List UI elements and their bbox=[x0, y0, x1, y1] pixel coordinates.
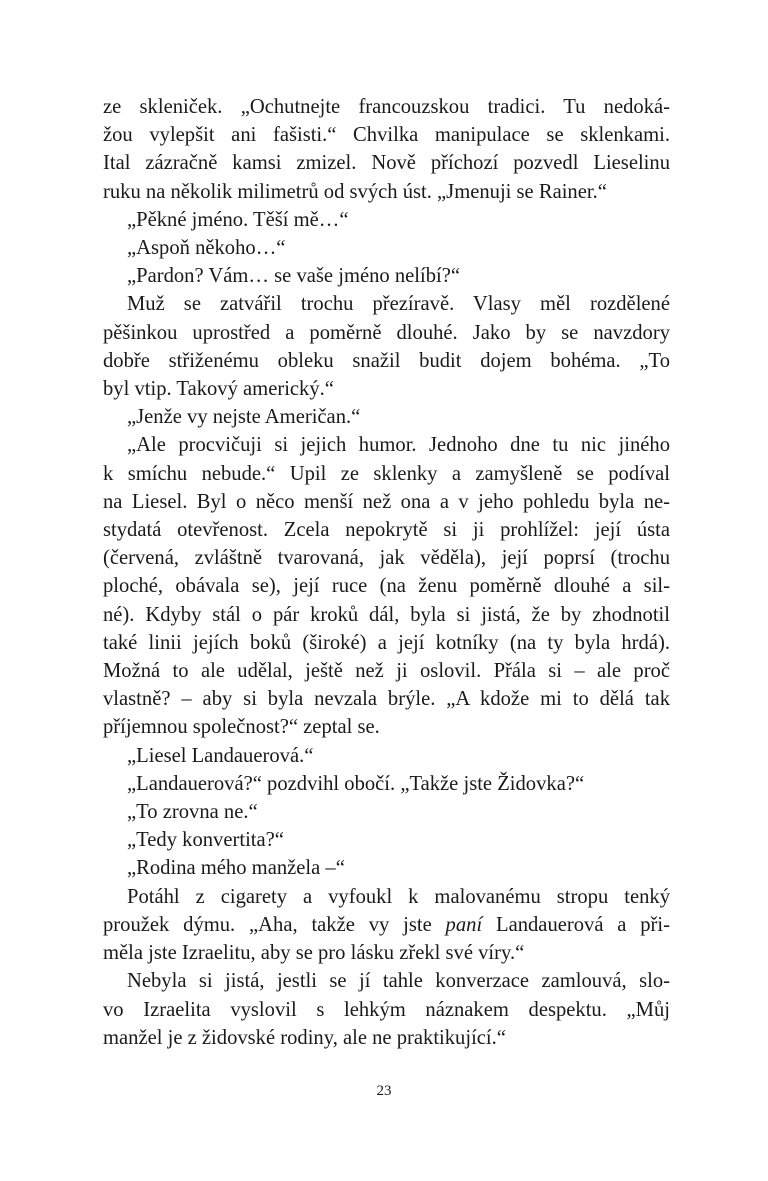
text-line: vlastně? – aby si byla nevzala brýle. „A kdože mi to dělá tak bbox=[103, 688, 670, 711]
text-line: příjemnou společnost?“ zeptal se. bbox=[103, 716, 380, 739]
text-line: stydatá otevřenost. Zcela nepokrytě si ji prohlížel: její ústa bbox=[103, 519, 670, 542]
text-line: na Liesel. Byl o něco menší než ona a v jeho pohledu byla ne- bbox=[103, 490, 670, 513]
text-segment: Landauerová a při- bbox=[482, 913, 670, 936]
text-line: Nebyla si jistá, jestli se jí tahle konverzace zamlouvá, slo- bbox=[127, 970, 670, 993]
dialogue-line: „Liesel Landauerová.“ bbox=[127, 744, 314, 767]
emphasis-text: paní bbox=[445, 913, 483, 936]
dialogue-line: „Pardon? Vám… se vaše jméno nelíbí?“ bbox=[127, 265, 461, 288]
book-page-text bbox=[103, 93, 670, 1052]
text-line: byl vtip. Takový americký.“ bbox=[103, 378, 334, 401]
text-line bbox=[103, 911, 670, 939]
text-line: (červená, zvláštně tvarovaná, jak věděla), její poprsí (trochu bbox=[103, 547, 670, 570]
dialogue-line: „Pěkné jméno. Těší mě…“ bbox=[127, 208, 349, 231]
text-line: k smíchu nebude.“ Upil ze sklenky a zamyšleně se podíval bbox=[103, 462, 670, 485]
text-line: Muž se zatvářil trochu přezíravě. Vlasy měl rozdělené bbox=[127, 293, 670, 316]
text-line: ze skleniček. „Ochutnejte francouzskou tradici. Tu nedoká- bbox=[103, 96, 670, 118]
text-line: „Ale procvičuji si jejich humor. Jednoho dne tu nic jiného bbox=[127, 434, 670, 457]
dialogue-line: „To zrovna ne.“ bbox=[127, 801, 258, 824]
text-line: také linii jejích boků (široké) a její kotníky (na ty byla hrdá). bbox=[103, 631, 670, 654]
text-line: měla jste Izraelitu, aby se pro lásku zřekl své víry.“ bbox=[103, 942, 525, 965]
text-line: ploché, obávala se), její ruce (na ženu poměrně dlouhé a sil- bbox=[103, 575, 670, 598]
text-line: Možná to ale udělal, ještě než ji oslovil. Přála si – ale proč bbox=[103, 660, 670, 683]
dialogue-line: „Landauerová?“ pozdvihl obočí. „Takže jste Židovka?“ bbox=[127, 772, 585, 795]
text-line: manžel je z židovské rodiny, ale ne praktikující.“ bbox=[103, 1026, 506, 1049]
text-line: né). Kdyby stál o pár kroků dál, byla si jistá, že by zhodnotil bbox=[103, 603, 670, 626]
text-line: vo Izraelita vyslovil s lehkým náznakem despektu. „Můj bbox=[103, 998, 670, 1021]
text-line: žou vylepšit ani fašisti.“ Chvilka manipulace se sklenkami. bbox=[103, 124, 670, 147]
dialogue-line: „Rodina mého manžela –“ bbox=[127, 857, 345, 880]
text-line: dobře střiženému obleku snažil budit dojem bohéma. „To bbox=[103, 349, 670, 372]
dialogue-line: „Aspoň někoho…“ bbox=[127, 237, 286, 260]
text-line: Potáhl z cigarety a vyfoukl k malovanému stropu tenký bbox=[127, 885, 670, 908]
dialogue-line: „Jenže vy nejste Američan.“ bbox=[127, 406, 361, 429]
text-line: pěšinkou uprostřed a poměrně dlouhé. Jako by se navzdory bbox=[103, 321, 670, 344]
text-line: Ital zázračně kamsi zmizel. Nově příchozí pozvedl Lieselinu bbox=[103, 152, 670, 175]
text-line: ruku na několik milimetrů od svých úst. „Jmenuji se Rainer.“ bbox=[103, 180, 607, 203]
text-segment: proužek dýmu. „Aha, takže vy jste bbox=[103, 913, 446, 936]
page-number: 23 bbox=[376, 1083, 392, 1099]
dialogue-line: „Tedy konvertita?“ bbox=[127, 829, 284, 852]
